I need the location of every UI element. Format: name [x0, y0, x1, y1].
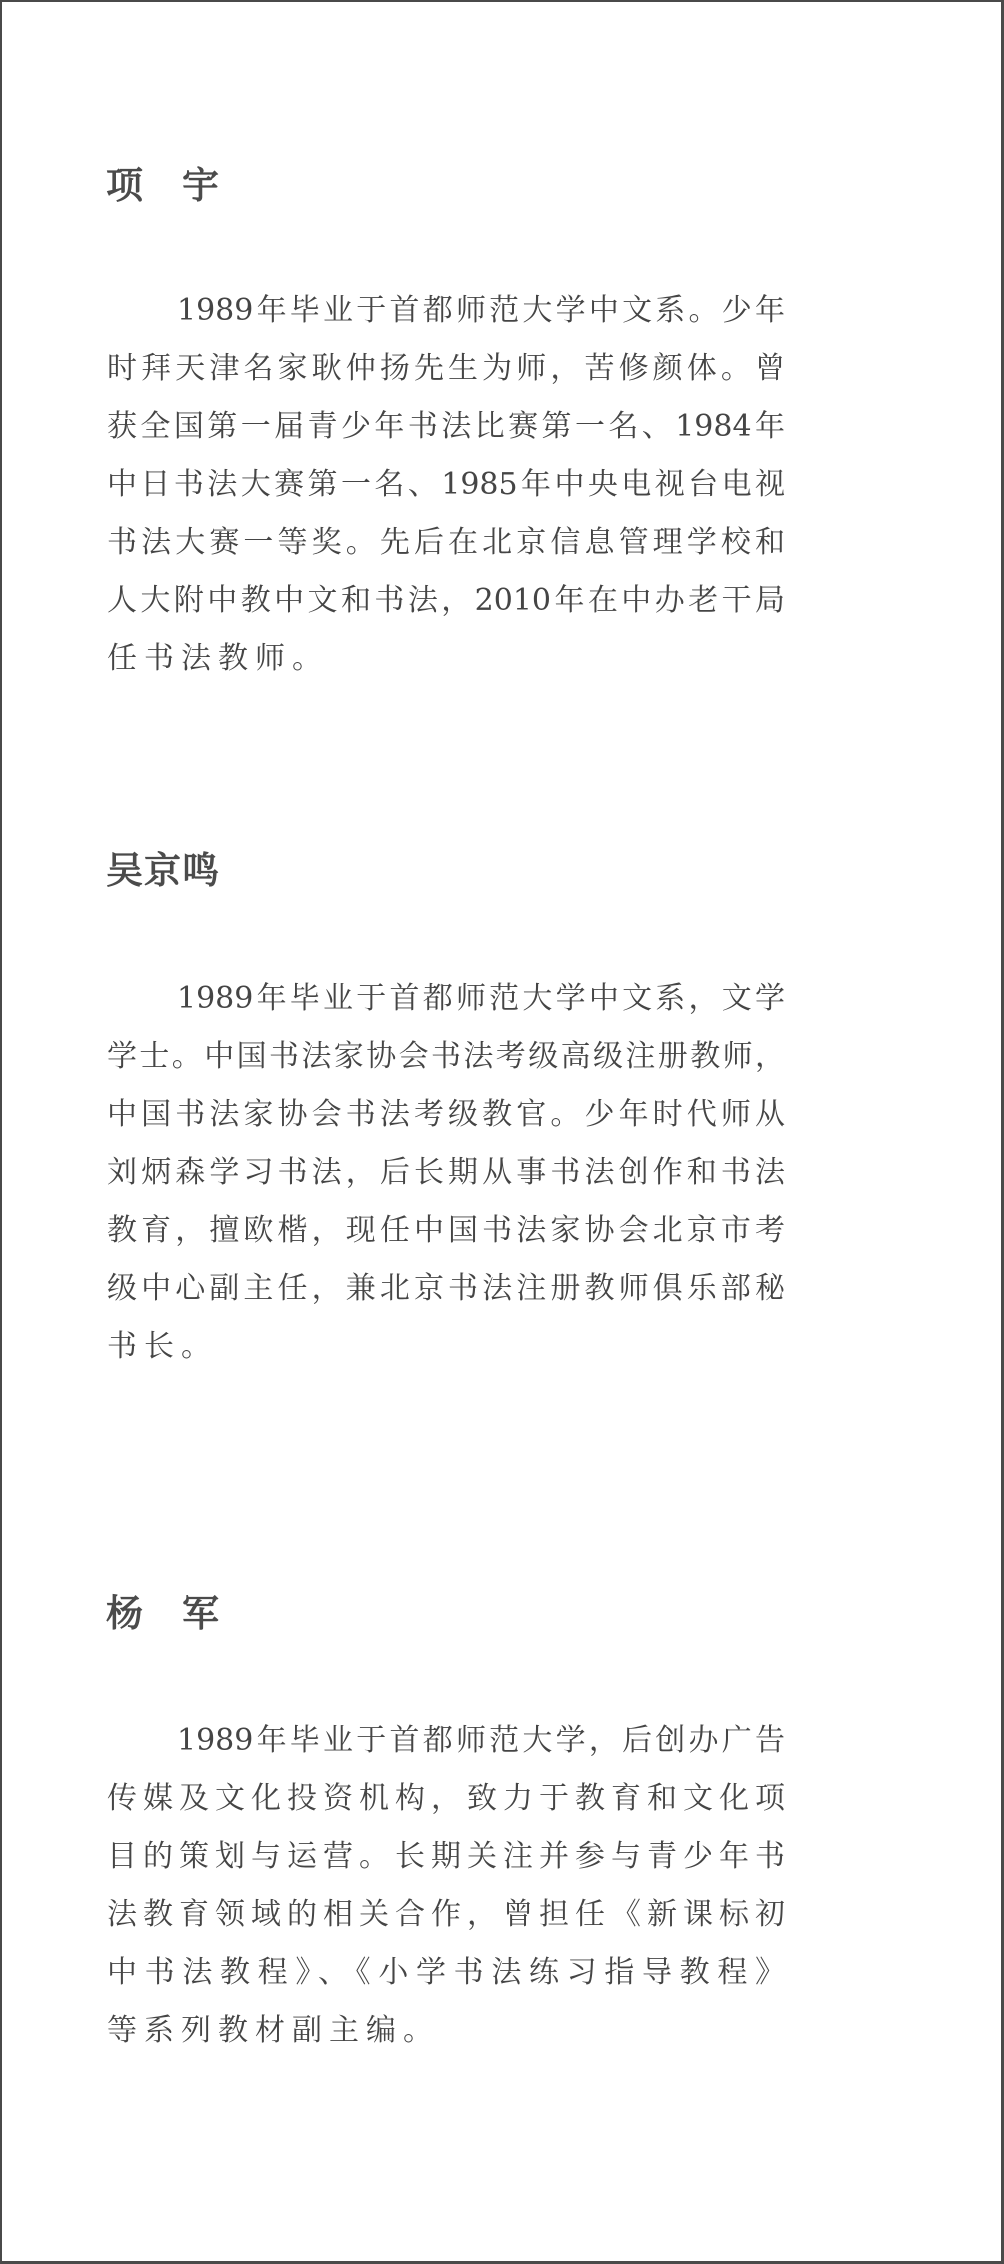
bio-line: 传媒及文化投资机构，致力于教育和文化项	[107, 1781, 785, 1816]
author-bio-paragraph	[107, 293, 785, 699]
author-name-heading: 杨 军	[106, 1592, 220, 1635]
bio-line: 等系列教材副主编。	[107, 2013, 440, 2048]
author-bio-paragraph	[107, 1723, 785, 2071]
bio-line: 时拜天津名家耿仲扬先生为师，苦修颜体。曾	[107, 351, 785, 386]
bio-line: 1989年毕业于首都师范大学中文系。少年	[177, 293, 785, 328]
bio-line: 学士。中国书法家协会书法考级高级注册教师，	[107, 1039, 785, 1074]
bio-line: 获全国第一届青少年书法比赛第一名、1984年	[107, 409, 785, 444]
bio-line: 任书法教师。	[107, 641, 329, 676]
bio-line: 书法大赛一等奖。先后在北京信息管理学校和	[107, 525, 785, 560]
bio-line: 目的策划与运营。长期关注并参与青少年书	[107, 1839, 785, 1874]
bio-line: 教育，擅欧楷，现任中国书法家协会北京市考	[107, 1213, 785, 1248]
author-name-heading: 吴京鸣	[106, 849, 220, 892]
author-name-heading: 项 宇	[106, 164, 220, 207]
bio-line: 法教育领域的相关合作，曾担任《新课标初	[107, 1897, 785, 1932]
bio-line: 中日书法大赛第一名、1985年中央电视台电视	[107, 467, 785, 502]
bio-line: 中书法教程》、《小学书法练习指导教程》	[107, 1955, 785, 1990]
bio-line: 书长。	[107, 1329, 218, 1364]
bio-line: 中国书法家协会书法考级教官。少年时代师从	[107, 1097, 785, 1132]
bio-line: 人大附中教中文和书法，2010年在中办老干局	[107, 583, 785, 618]
bio-line: 刘炳森学习书法，后长期从事书法创作和书法	[107, 1155, 785, 1190]
author-bio-paragraph	[107, 981, 785, 1387]
bio-line: 1989年毕业于首都师范大学中文系，文学	[177, 981, 785, 1016]
bio-line: 1989年毕业于首都师范大学，后创办广告	[177, 1723, 785, 1758]
bio-line: 级中心副主任，兼北京书法注册教师俱乐部秘	[107, 1271, 785, 1306]
